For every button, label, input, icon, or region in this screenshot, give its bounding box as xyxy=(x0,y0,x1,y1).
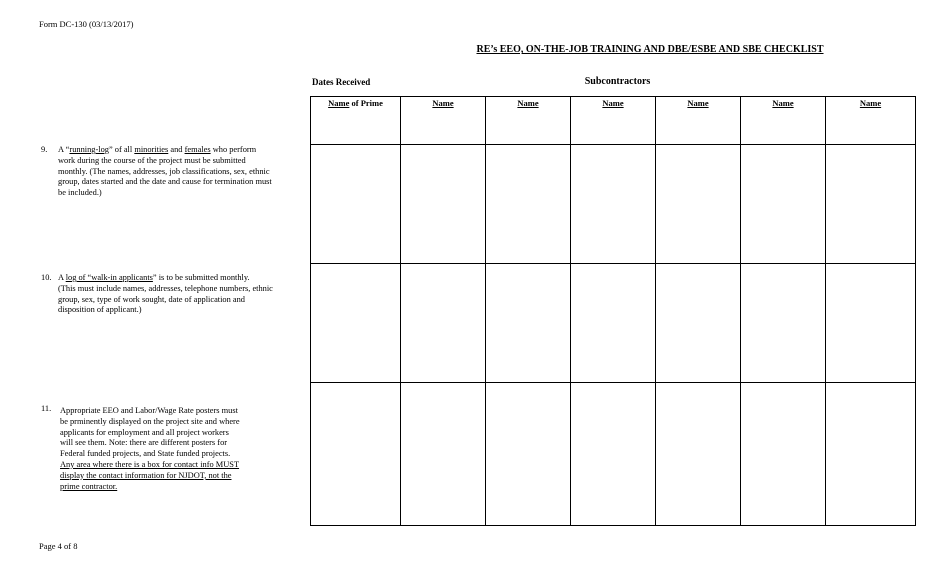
item-text: Appropriate EEO and Labor/Wage Rate posters must be prminently displayed on the project site and where applicants for employment and all project workers will see them. Note: there are different posters for Federal funded projects, and State funded projects. Any area where there is a box for contact info MUST display the contact information for NJDOT, not the prime contractor. xyxy=(60,406,240,491)
item-text: A log of “walk-in applicants” is to be submitted monthly. (This must include names, addresses, telephone numbers, ethnic group, sex, type of work sought, date of application and disposition of applicant.) xyxy=(58,273,273,315)
date-cell[interactable] xyxy=(741,264,826,383)
date-cell[interactable] xyxy=(571,264,656,383)
date-cell[interactable] xyxy=(826,264,916,383)
date-cell[interactable] xyxy=(401,383,486,526)
item-text: A “running-log” of all minorities and females who perform work during the course of the project must be submitted monthly. (The names, addresses, job classifications, sex, ethnic group, dates started and the date and cause for termination must be included.) xyxy=(58,145,272,198)
table-row-item-9 xyxy=(311,145,916,264)
date-cell[interactable] xyxy=(826,383,916,526)
item-number: 11. xyxy=(41,404,52,413)
subcontractor-name-header: Name xyxy=(656,97,741,145)
date-cell[interactable] xyxy=(401,145,486,264)
date-cell[interactable] xyxy=(656,383,741,526)
date-cell[interactable] xyxy=(311,264,401,383)
checklist-table xyxy=(310,96,916,526)
subcontractor-name-header: Name xyxy=(401,97,486,145)
date-cell[interactable] xyxy=(571,145,656,264)
page-title: RE’s EEO, ON-THE-JOB TRAINING AND DBE/ESBE AND SBE CHECKLIST xyxy=(476,44,824,55)
subcontractor-name-header: Name xyxy=(571,97,656,145)
form-id: Form DC-130 (03/13/2017) xyxy=(39,19,134,29)
subcontractor-name-header: Name xyxy=(741,97,826,145)
item-number: 9. xyxy=(41,145,48,154)
header-row xyxy=(311,97,916,145)
item-number: 10. xyxy=(41,273,52,282)
date-cell[interactable] xyxy=(486,383,571,526)
date-cell[interactable] xyxy=(826,145,916,264)
date-cell[interactable] xyxy=(571,383,656,526)
subcontractors-label: Subcontractors xyxy=(584,76,651,87)
prime-name-header xyxy=(311,97,401,145)
date-cell[interactable] xyxy=(401,264,486,383)
page-number: Page 4 of 8 xyxy=(39,541,78,551)
prime-name-header-suffix: of Prime xyxy=(349,98,383,108)
date-cell[interactable] xyxy=(486,145,571,264)
table-row-item-11 xyxy=(311,383,916,526)
date-cell[interactable] xyxy=(741,383,826,526)
date-cell[interactable] xyxy=(656,145,741,264)
date-cell[interactable] xyxy=(311,383,401,526)
date-cell[interactable] xyxy=(311,145,401,264)
dates-received-label: Dates Received xyxy=(312,77,371,87)
subcontractor-name-header: Name xyxy=(486,97,571,145)
prime-name-header-name: Name xyxy=(328,98,350,108)
date-cell[interactable] xyxy=(741,145,826,264)
table-row-item-10 xyxy=(311,264,916,383)
subcontractor-name-header: Name xyxy=(826,97,916,145)
date-cell[interactable] xyxy=(656,264,741,383)
date-cell[interactable] xyxy=(486,264,571,383)
